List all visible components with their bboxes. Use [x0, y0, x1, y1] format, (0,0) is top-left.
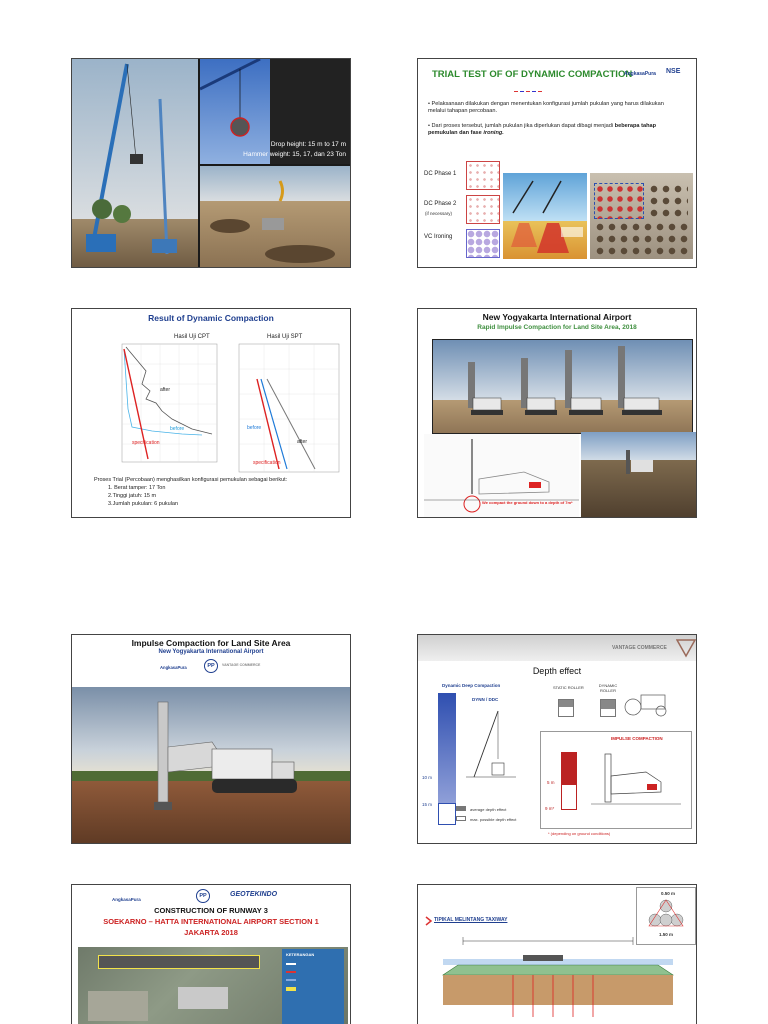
slide-subtitle: New Yogyakarta International Airport: [158, 649, 264, 655]
depth-banner: We compact the ground down to a depth of 7m*: [482, 500, 573, 505]
compactor-fleet-photo: [432, 339, 693, 434]
ddc-crane-drawing: [466, 707, 516, 787]
slide-title: Result of Dynamic Compaction: [148, 313, 274, 323]
bullet-1: • Pelaksanaan dilakukan dengan menentukan konfigurasi jumlah pukulan yang harus dilakukan melalui tahapan percobaan.: [428, 101, 664, 114]
slide-title: TIPIKAL MELINTANG TAXIWAY: [434, 917, 508, 923]
spt-chart-title: Hasil Uji SPT: [267, 334, 303, 340]
dynamic-deep-compaction-label: Dynamic Deep Compaction: [442, 683, 501, 688]
slide-subtitle-airport: SOEKARNO – HATTA INTERNATIONAL AIRPORT SECTION 1: [103, 917, 319, 926]
legend-average: average depth effect: [470, 807, 507, 812]
slide-result-dynamic-compaction: [71, 308, 351, 518]
legend-title: KETERANGAN: [286, 952, 315, 957]
cpt-chart: [112, 329, 220, 474]
impulse-compactor-photo: [72, 687, 351, 844]
depth-15m: 15 m: [422, 802, 433, 807]
slide-nyia-rapid-impulse: [417, 308, 697, 518]
roller-drawing: [623, 687, 673, 717]
vantage-logo: VANTAGE COMMERCE: [612, 645, 667, 651]
drop-height-caption: Drop height: 15 m to 17 m: [270, 141, 346, 148]
trial-note-1: 1. Berat tamper: 17 Ton: [108, 485, 166, 491]
bullet-2: • Dari proses tersebut, jumlah pukulan jika diperlukan dapat dibagi menjadi beberapa tahap pemukulan dan fase ironing.: [428, 123, 657, 136]
spt-before-label: before: [247, 425, 262, 431]
pp-logo: PP: [196, 889, 210, 903]
crane-photo-left: [72, 59, 198, 268]
dc-phase-2-label: DC Phase 2: [424, 201, 457, 207]
spt-chart: [227, 329, 342, 474]
ddc-depth-bar: [438, 693, 456, 803]
taxiway-cross-section: [423, 929, 693, 1019]
slide-subtitle-city: JAKARTA 2018: [184, 928, 238, 937]
vantage-logo: VANTAGE COMMERCE: [222, 663, 261, 667]
dc-phase-1-label: DC Phase 1: [424, 171, 457, 177]
slide-taxiway-section: [417, 884, 697, 1024]
hammer-weight-caption: Hammer weight: 15, 17, dan 23 Ton: [243, 151, 346, 158]
slide-impulse-compaction-land-site: [71, 634, 351, 844]
slide-title: Impulse Compaction for Land Site Area: [131, 638, 291, 648]
dynn-label: DYNN / DDC: [472, 697, 499, 702]
slide-crane-photos: [71, 58, 351, 268]
vc-ironing-label: VC Ironing: [424, 234, 453, 240]
chevron-right-icon: [424, 916, 434, 926]
legend-panel: [282, 949, 344, 1024]
slide-title: TRIAL TEST OF OF DYNAMIC COMPACTION: [432, 69, 633, 80]
angkasa-pura-logo: AngkasaPura: [624, 71, 656, 77]
compaction-diagram: [503, 173, 587, 259]
slide-subtitle: Rapid Impulse Compaction for Land Site Area, 2018: [477, 324, 637, 331]
cpt-chart-title: Hasil Uji CPT: [174, 334, 210, 340]
pp-logo: PP: [204, 659, 218, 673]
vantage-triangle-icon: [676, 638, 696, 658]
angkasa-pura-logo: AngkasaPura: [160, 665, 187, 670]
impulse-compaction-panel: [540, 731, 692, 829]
crater-photo: [200, 166, 351, 268]
phase-2-grid: [466, 195, 500, 224]
cpt-before-label: before: [170, 426, 185, 432]
ground-footnote: * (depending on ground conditions): [548, 831, 611, 836]
dynamic-roller-label: DYNAMIC ROLLER: [598, 683, 618, 693]
geotekindo-logo: GEOTEKINDO: [230, 891, 278, 898]
cpt-spec-label: specification: [132, 440, 160, 446]
crane-photo-top-right: [200, 59, 351, 164]
cpt-after-label: after: [160, 387, 171, 393]
trial-note-3: 3.Jumlah pukulan: 6 pukulan: [108, 501, 179, 507]
spt-spec-line: [257, 379, 279, 469]
dim-bottom: 1.50 m: [659, 932, 674, 937]
trial-note: Proses Trial (Percobaan) menghasilkan konfigurasi pemukulan sebagai berikut:: [94, 477, 288, 483]
ironing-grid: [466, 229, 500, 258]
phase-1-grid: [466, 161, 500, 190]
slide-depth-effect: [417, 634, 697, 844]
legend-max: max. possible depth effect: [470, 817, 517, 822]
spt-after-label: after: [297, 439, 308, 445]
static-roller-label: STATIC ROLLER: [553, 685, 584, 690]
compactor-drawing: [424, 434, 579, 517]
excavator-photo: [581, 432, 697, 518]
spt-spec-label: specification: [253, 460, 281, 466]
trial-note-2: 2.Tinggi jatuh: 15 m: [108, 493, 157, 499]
crater-grid-photo: [590, 173, 693, 259]
slide-title: Depth effect: [532, 666, 582, 676]
depth-9m: 9 m*: [545, 806, 555, 811]
nse-logo: NSE: [666, 68, 681, 75]
depth-10m: 10 m: [422, 775, 433, 780]
angkasa-pura-logo: AngkasaPura: [112, 897, 141, 902]
depth-5m: 5 m: [547, 780, 555, 785]
slide-trial-test: [417, 58, 697, 268]
slide-title: CONSTRUCTION OF RUNWAY 3: [154, 906, 268, 915]
runway-aerial-map: [78, 947, 348, 1024]
dim-top: 0.50 m: [661, 891, 676, 896]
dc-phase-2-note: (if necessary): [425, 211, 453, 216]
slide-title: New Yogyakarta International Airport: [482, 312, 632, 322]
impulse-label: IMPULSE COMPACTION: [611, 736, 663, 741]
slide-runway-3: [71, 884, 351, 1024]
